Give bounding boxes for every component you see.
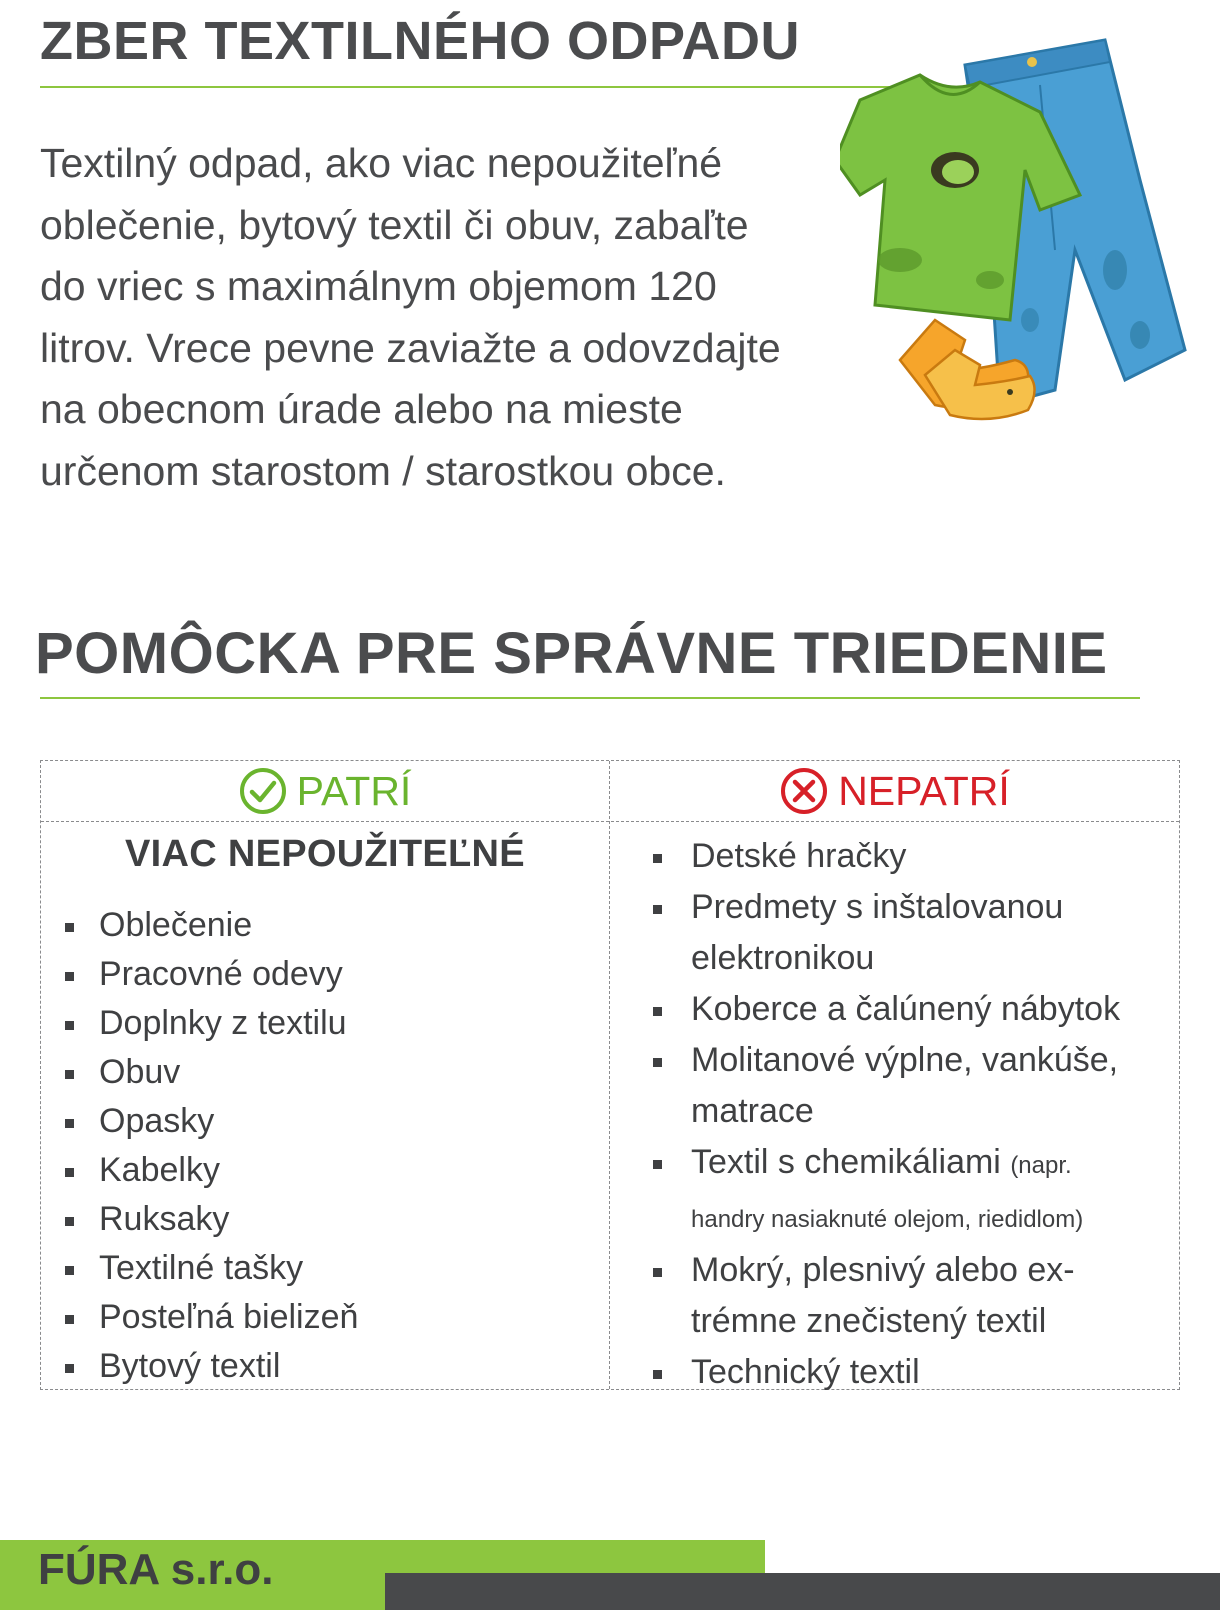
list-item: Posteľná bielizeň [63,1293,603,1342]
header-divider [41,821,1179,822]
list-item [651,882,1181,984]
list-item: Bytový textil [63,1342,603,1391]
sorting-table [40,760,1180,1390]
list-item: Ruksaky [63,1195,603,1244]
not-belongs-list [651,831,1181,1398]
item-text: Technický textil [691,1353,920,1391]
list-item [651,984,1181,1035]
list-item: Pracovné odevy [63,950,603,999]
item-text: trémne znečistený textil [691,1302,1047,1340]
intro-line: litrov. Vrece pevne zaviažte a odovzdajte [40,324,781,371]
list-item [651,1035,1181,1137]
intro-line: oblečenie, bytový textil či obuv, zabaľte [40,201,749,248]
footer-band-gray [385,1573,1220,1610]
item-text: matrace [691,1092,814,1130]
section-title-textile: ZBER TEXTILNÉHO ODPADU [40,11,801,71]
list-item: Opasky [63,1097,603,1146]
clothes-illustration [840,20,1220,440]
item-text: Koberce a čalúnený nábytok [691,990,1121,1028]
column-header-not-belongs [609,767,1181,815]
list-item [651,1347,1181,1398]
company-name: FÚRA s.r.o. [38,1545,274,1594]
item-text: Mokrý, plesnivý alebo ex- [691,1251,1075,1289]
intro-line: na obecnom úrade alebo na mieste [40,386,683,432]
list-item: Obuv [63,1048,603,1097]
item-text: elektronikou [691,939,875,977]
title-underline [40,86,900,88]
item-text: Molitanové výplne, vankúše, [691,1041,1119,1079]
list-item: Oblečenie [63,901,603,950]
intro-line: do vriec s maximálnym objemom 120 [40,263,717,309]
x-circle-icon [780,767,828,815]
intro-line: Textilný odpad, ako viac nepoužiteľné [40,140,723,186]
belongs-list [63,901,603,1391]
list-item [651,1137,1181,1245]
column-header-belongs [41,767,609,815]
list-item: Textilné tašky [63,1244,603,1293]
intro-line: určenom starostom / starostkou obce. [40,447,726,494]
check-circle-icon [239,767,287,815]
column-divider [609,761,610,1389]
item-note: handry nasiaknuté olejom, riedidlom) [691,1206,1084,1233]
list-item: Doplnky z textilu [63,999,603,1048]
header-label-not-belongs: NEPATRÍ [838,767,1010,814]
list-item [651,831,1181,882]
header-label-belongs: PATRÍ [296,767,412,814]
item-text: Detské hračky [691,837,907,875]
list-item: Kabelky [63,1146,603,1195]
item-note: (napr. [1010,1152,1072,1179]
item-text: Predmety s inštalovanou [691,888,1064,926]
item-text: Textil s chemikáliami [691,1143,1011,1181]
intro-paragraph [40,133,910,502]
belongs-subheading: VIAC NEPOUŽITEĽNÉ [125,833,525,875]
list-item [651,1245,1181,1347]
section-title-sorting-guide: POMÔCKA PRE SPRÁVNE TRIEDENIE [35,621,1108,686]
title-underline [40,697,1140,699]
